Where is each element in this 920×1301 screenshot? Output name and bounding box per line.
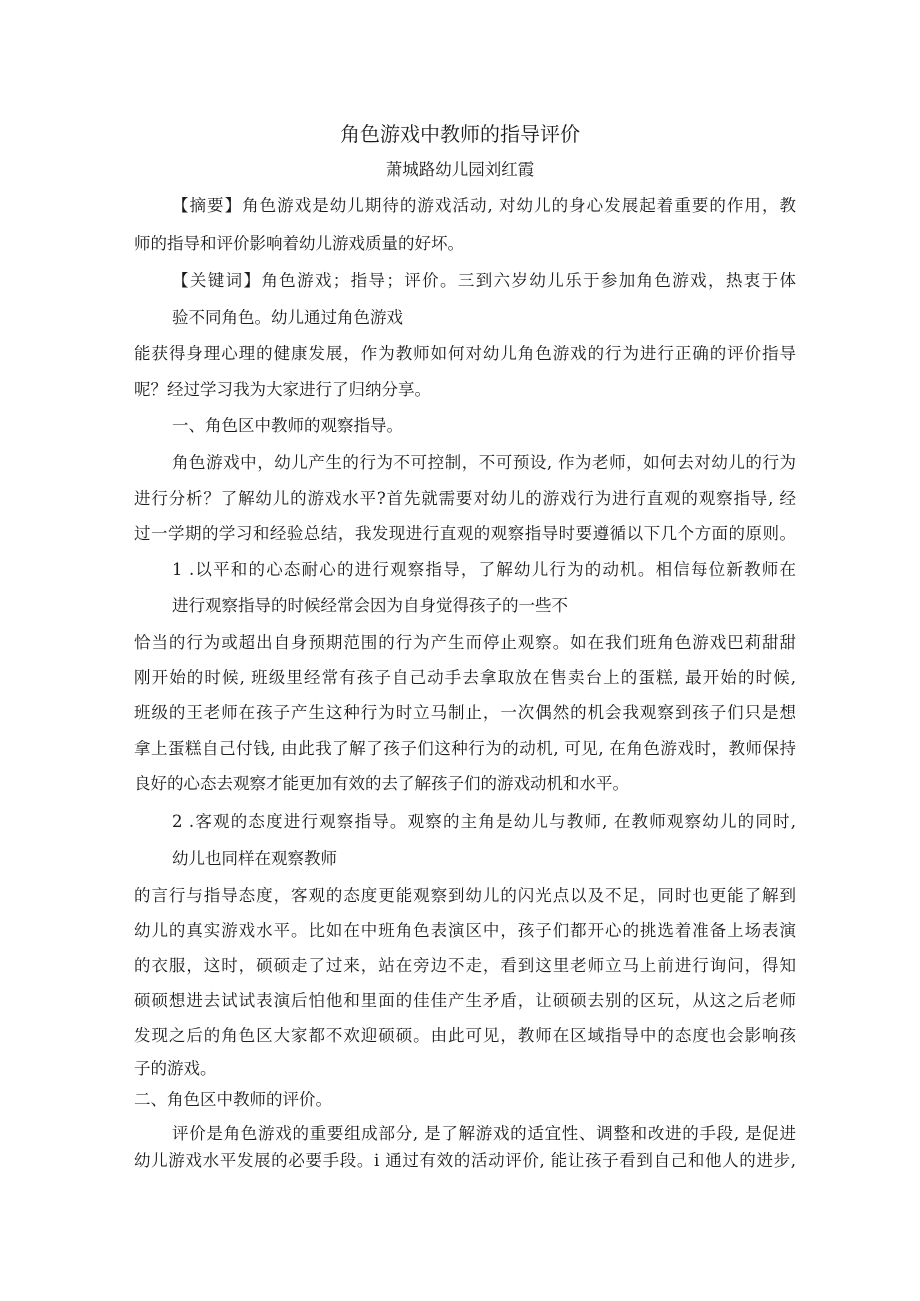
paragraph-line: 评价是角色游戏的重要组成部分, 是了解游戏的适宜性、调整和改进的手段, 是促进 bbox=[172, 1124, 796, 1143]
paragraph-line: 班级的王老师在孩子产生这种行为时立马制止，一次偶然的机会我观察到孩子们只是想 bbox=[134, 703, 796, 722]
paragraph-line: 进行观察指导的时候经常会因为自身觉得孩子的一些不 bbox=[172, 596, 568, 615]
paragraph-line: 能获得身理心理的健康发展，作为教师如何对幼儿角色游戏的行为进行正确的评价指导 bbox=[134, 344, 796, 363]
paragraph-line: 子的游戏。 bbox=[134, 1059, 217, 1078]
paragraph-line: 角色游戏中，幼儿产生的行为不可控制，不可预设, 作为老师，如何去对幼儿的行为 bbox=[172, 453, 796, 472]
paragraph-line: 验不同角色。幼儿通过角色游戏 bbox=[172, 308, 403, 327]
paragraph-line: 1 .以平和的心态耐心的进行观察指导，了解幼儿行为的动机。相信每位新教师在 bbox=[172, 560, 796, 579]
paragraph-line: 发现之后的角色区大家都不欢迎硕硕。由此可见，教师在区域指导中的态度也会影响孩 bbox=[134, 1026, 796, 1045]
paragraph-line: 过一学期的学习和经验总结，我发现进行直观的观察指导时要遵循以下几个方面的原则。 bbox=[134, 524, 796, 543]
paragraph-line: 幼儿的真实游戏水平。比如在中班角色表演区中，孩子们都开心的挑选着准备上场表演 bbox=[134, 921, 796, 940]
paragraph-line: 刚开始的时候, 班级里经常有孩子自己动手去拿取放在售卖台上的蛋糕, 最开始的时候, bbox=[134, 668, 796, 687]
paragraph-line: 恰当的行为或超出自身预期范围的行为产生而停止观察。如在我们班角色游戏巴莉甜甜 bbox=[134, 633, 796, 652]
section-heading: 一、角色区中教师的观察指导。 bbox=[172, 416, 403, 435]
paragraph-line: 师的指导和评价影响着幼儿游戏质量的好坏。 bbox=[134, 234, 464, 253]
paragraph-line: 【摘要】角色游戏是幼儿期待的游戏活动, 对幼儿的身心发展起着重要的作用，教 bbox=[172, 196, 796, 215]
paragraph-line: 呢？经过学习我为大家进行了归纳分享。 bbox=[134, 380, 431, 399]
paragraph-line: 幼儿游戏水平发展的必要手段。i 通过有效的活动评价, 能让孩子看到自己和他人的进步, bbox=[134, 1151, 796, 1170]
paragraph-line: 的衣服，这时，硕硕走了过来，站在旁边不走，看到这里老师立马上前进行询问，得知 bbox=[134, 956, 796, 975]
paragraph-line: 的言行与指导态度，客观的态度更能观察到幼儿的闪光点以及不足，同时也更能了解到 bbox=[134, 886, 796, 905]
paragraph-line: 硕硕想进去试试表演后怕他和里面的佳佳产生矛盾，让硕硕去别的区玩，从这之后老师 bbox=[134, 991, 796, 1010]
document-title: 角色游戏中教师的指导评价 bbox=[340, 122, 580, 146]
paragraph-line: 进行分析？了解幼儿的游戏水平?首先就需要对幼儿的游戏行为进行直观的观察指导, 经 bbox=[134, 489, 796, 508]
section-heading: 二、角色区中教师的评价。 bbox=[134, 1090, 332, 1109]
paragraph-line: 良好的心态去观察才能更加有效的去了解孩子们的游戏动机和水平。 bbox=[134, 774, 629, 793]
paragraph-line: 拿上蛋糕自己付钱, 由此我了解了孩子们这种行为的动机, 可见, 在角色游戏时，教师保持 bbox=[134, 739, 796, 758]
paragraph-line: 幼儿也同样在观察教师 bbox=[172, 849, 337, 868]
paragraph-line: 2 .客观的态度进行观察指导。观察的主角是幼儿与教师, 在教师观察幼儿的同时, bbox=[172, 812, 796, 831]
paragraph-line: 【关键词】角色游戏；指导；评价。三到六岁幼儿乐于参加角色游戏，热衷于体 bbox=[172, 271, 796, 290]
document-author: 萧城路幼儿园刘红霞 bbox=[385, 160, 535, 179]
